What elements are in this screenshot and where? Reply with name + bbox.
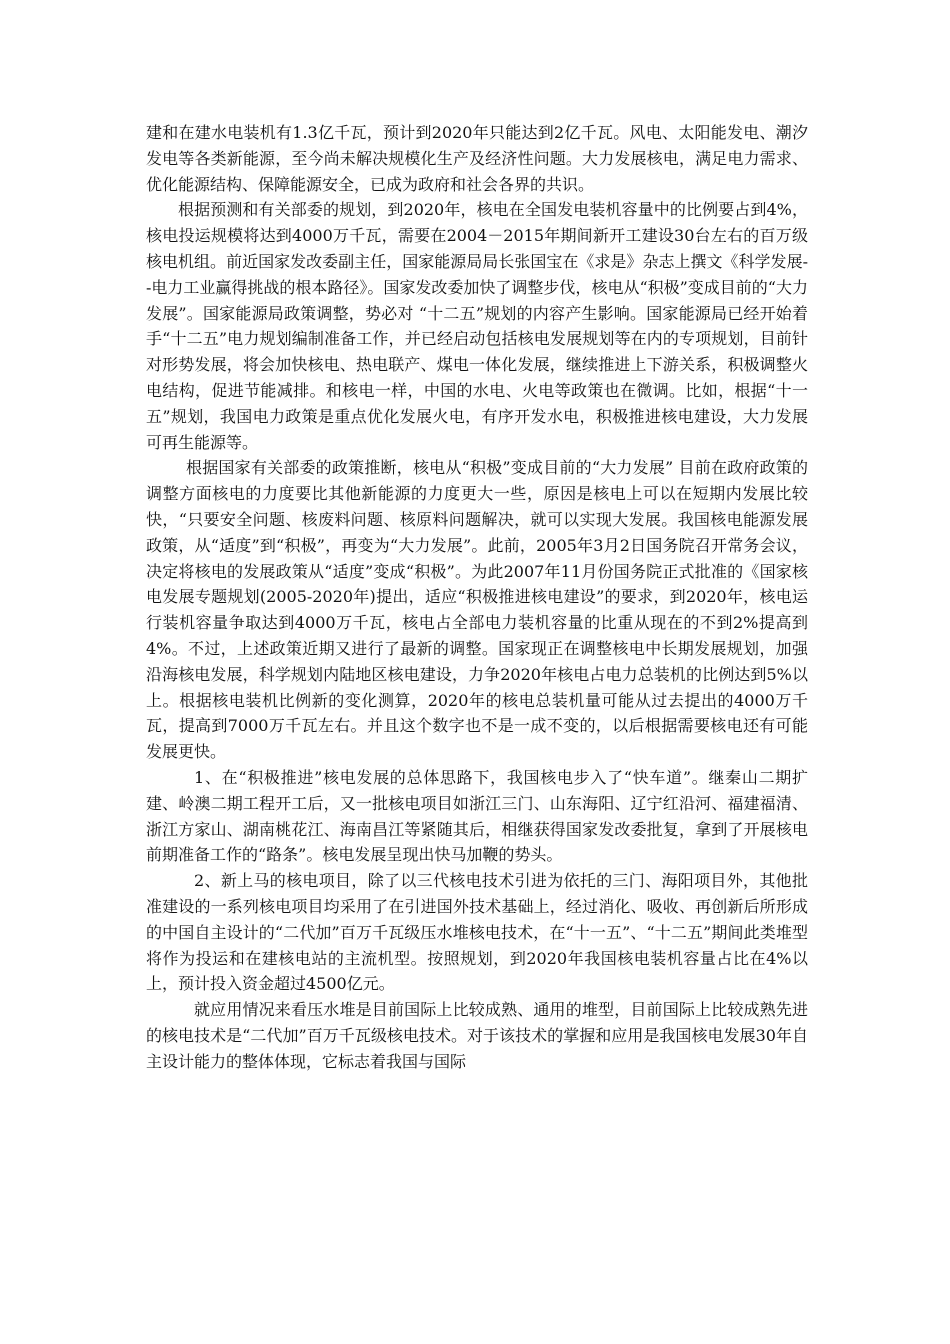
paragraph-pwr-application: 就应用情况来看压水堆是目前国际上比较成熟、通用的堆型，目前国际上比较成熟先进的核电技术是“二代加”百万千瓦级核电技术。对于该技术的掌握和应用是我国核电发展30年自主设计能力的整体体现，它标志着我国与国际 <box>146 1000 808 1071</box>
paragraph-policy-adjustment: 根据国家有关部委的政策推断，核电从“积极”变成目前的“大力发展” 目前在政府政策的调整方面核电的力度要比其他新能源的力度更大一些，原因是核电上可以在短期内发展比较快，“只要安全问题、核废料问题、核原料问题解决，就可以实现大发展。我国核电能源发展政策，从“适度”到“积极”，再变为“大力发展”。此前，2005年3月2日国务院召开常务会议，决定将核电的发展政策从“适度”变成“积极”。为此2007年11月份国务院正式批准的《国家核电发展专题规划(2005-2020年)提出，适应“积极推进核电建设”的要求，到2020年，核电运行装机容量争取达到4000万千瓦，核电占全部电力装机容量的比重从现在的不到2%提高到4%。不过，上述政策近期又进行了最新的调整。国家现正在调整核电中长期发展规划，加强沿海核电发展，科学规划内陆地区核电建设，力争2020年核电占电力总装机的比例达到5%以上。根据核电装机比例新的变化测算，2020年的核电总装机量可能从过去提出的4000万千瓦，提高到7000万千瓦左右。并且这个数字也不是一成不变的，以后根据需要核电还有可能发展更快。 <box>146 458 808 762</box>
paragraph-point-1: 1、在“积极推进”核电发展的总体思路下，我国核电步入了“快车道”。继秦山二期扩建、岭澳二期工程开工后，又一批核电项目如浙江三门、山东海阳、辽宁红沿河、福建福清、浙江方家山、湖南桃花江、海南昌江等紧随其后，相继获得国家发改委批复，拿到了开展核电前期准备工作的“路条”。核电发展呈现出快马加鞭的势头。 <box>146 767 808 865</box>
document-body <box>146 120 808 1074</box>
paragraph-nuclear-forecast: 根据预测和有关部委的规划，到2020年，核电在全国发电装机容量中的比例要占到4%，核电投运规模将达到4000万千瓦，需要在2004－2015年期间新开工建设30台左右的百万级核电机组。前近国家发改委副主任，国家能源局局长张国宝在《求是》杂志上撰文《科学发展--电力工业赢得挑战的根本路径》。国家发改委加快了调整步伐，核电从“积极”变成目前的“大力发展”。国家能源局政策调整，势必对 “十二五”规划的内容产生影响。国家能源局已经开始着手“十二五”电力规划编制准备工作，并已经启动包括核电发展规划等在内的专项规划，目前针对形势发展，将会加快核电、热电联产、煤电一体化发展，继续推进上下游关系，积极调整火电结构，促进节能减排。和核电一样，中国的水电、火电等政策也在微调。比如，根据“十一五”规划，我国电力政策是重点优化发展火电，有序开发水电，积极推进核电建设，大力发展可再生能源等。 <box>146 200 808 452</box>
paragraph-hydro-continuation: 建和在建水电装机有1.3亿千瓦，预计到2020年只能达到2亿千瓦。风电、太阳能发电、潮汐发电等各类新能源，至今尚未解决规模化生产及经济性问题。大力发展核电，满足电力需求、优化能源结构、保障能源安全，已成为政府和社会各界的共识。 <box>146 123 808 194</box>
paragraph-point-2: 2、新上马的核电项目，除了以三代核电技术引进为依托的三门、海阳项目外，其他批准建设的一系列核电项目均采用了在引进国外技术基础上，经过消化、吸收、再创新后所形成的中国自主设计的“二代加”百万千瓦级压水堆核电技术，在“十一五”、“十二五”期间此类堆型将作为投运和在建核电站的主流机型。按照规划，到2020年我国核电装机容量占比在4%以上，预计投入资金超过4500亿元。 <box>146 871 808 994</box>
